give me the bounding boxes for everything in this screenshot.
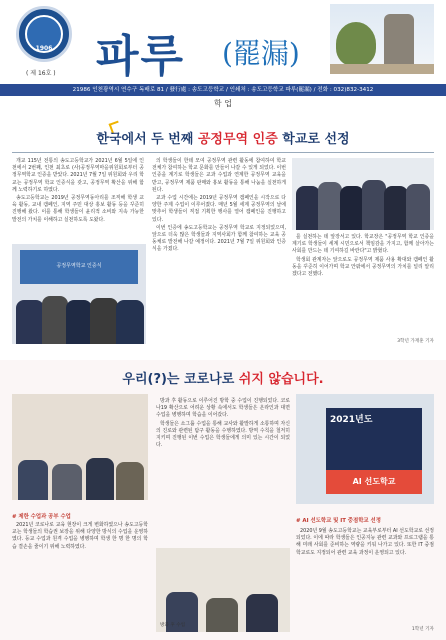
newspaper-title (96, 20, 316, 80)
person-figure (66, 300, 92, 344)
paragraph: 방과 후 활동으로 이루어진 방학 중 수업이 진행되었다. 코로나19 확산으로 어려운 상황 속에서도 학생들은 온라인과 대면 수업을 병행하며 학습을 이어갔다. (156, 398, 290, 419)
person-figure (206, 598, 238, 632)
article2-headline (0, 368, 446, 387)
person-figure (296, 186, 320, 230)
paragraph: 송도고등학교는 2019년 공정무역동아리를 조직해 학생 교육 활동, 교내 캠페인, 지역 주민 대상 홍보 활동 등을 꾸준히 진행해 왔다. 이를 통해 학생들이 윤리적 소비와 지속 가능한 발전의 가치를 이해하고 실천하도록 도왔다. (12, 195, 144, 223)
screen-text: 공정무역학교 인증식 (56, 263, 102, 269)
paragraph: 개교 115년 전통의 송도고등학교가 2021년 6월 5일에 인천에서 2번째, 인천 최초로 (사)공정무역마을위원회로부터 공정무역학교 인증을 받았다. 2021년 7월 7일 위원회와 우리 학교는 공정무역 학교 인증식을 갖고, 공정무역 확산을 위해 함께 노력하기로 하였다. (12, 158, 144, 193)
article1-headline (60, 128, 386, 147)
certification-ceremony-photo (12, 244, 146, 344)
sign-title: AI 선도학교 (326, 470, 422, 494)
article2-column-3 (296, 528, 434, 558)
school-monument-photo (330, 4, 434, 74)
person-figure (42, 296, 68, 344)
section-tag: 학 업 (214, 99, 232, 108)
person-figure (116, 462, 144, 500)
masthead (0, 0, 446, 108)
paragraph: 교과 수업 시간에는 2019년 공정무역 캠페인을 시작으로 다양한 주제 수업이 이루어졌다. 매년 5월 세계 공정무역의 날에 맞추어 학생들이 직접 기획한 행사를 열어 캠페인을 진행하고 있다. (152, 195, 286, 223)
person-figure (52, 464, 82, 500)
after-school-class-photo (156, 548, 290, 632)
person-figure (246, 594, 278, 632)
photo-label: 방과 후 수업 (160, 623, 186, 628)
classroom-photo (12, 394, 148, 500)
tree-shape (336, 22, 376, 66)
ai-school-sign (326, 408, 422, 494)
article2-subhead-left: # 제한 수업과 공부 수업 (12, 514, 71, 520)
publisher-info-bar: 21986 인천광역시 연수구 독배로 81 / 發行處 : 송도고등학교 / 인쇄처 : 송도고등학교 파루(罷漏) / 전화 : 032)832-3412 (0, 84, 446, 96)
person-figure (16, 300, 44, 344)
sign-year: 2021년도 (330, 415, 373, 425)
projection-screen (20, 250, 138, 284)
paragraph: 2021년 코로나로 교육 현장이 크게 변화하였으나 송도고등학교는 학생들의 학습권 보장을 위해 다양한 방식의 수업을 운영하였다. 등교 수업과 원격 수업을 병행하며 학생 한 명 한 명의 학습 결손을 줄이기 위해 노력하였다. (12, 522, 148, 550)
person-figure (18, 460, 48, 500)
article1-column-1 (12, 158, 144, 225)
ground (330, 64, 434, 74)
paragraph: 학생회 관계자는 앞으로도 공정무역 제품 사용 확대와 캠페인 활동을 꾸준히 이어가며 학교 안팎에서 공정무역의 가치를 널리 알리겠다고 전했다. (292, 256, 434, 278)
article2-byline: 1학년 기자 (411, 627, 434, 632)
person-figure (362, 180, 386, 230)
person-figure (86, 458, 114, 500)
person-figure (384, 186, 408, 230)
monument-stone (384, 14, 414, 66)
article2-subhead-right: # AI 선도학교 및 IT 중점학교 선정 (296, 518, 381, 524)
emblem-year: 1906 (35, 45, 53, 52)
divider (12, 152, 434, 153)
article2-column-1 (12, 522, 148, 552)
headline-part: 한국에서 두 번째 (96, 132, 198, 147)
article1-banner (60, 114, 386, 150)
person-figure (90, 298, 118, 344)
title-korean: 파루 (96, 31, 186, 82)
title-hanja: (罷漏) (222, 37, 300, 70)
headline-part: 학교로 선정 (277, 132, 350, 147)
issue-number: ( 제 16호 ) (26, 70, 56, 77)
article1-byline: 3학년 가재훈 기자 (397, 339, 434, 344)
paragraph: 2020년 9월 송도고등학교는 교육부로부터 AI 선도학교로 선정되었다. 이에 따라 학생들은 인공지능 관련 교과와 프로그램을 통해 미래 사회를 준비하는 역량을 키워 나가고 있다. 또한 IT 중점학교로도 지정되어 관련 교육 과정이 운영되고 있다. (296, 528, 434, 556)
paragraph: 학생들은 소그룹 수업을 통해 교사와 활발하게 소통하며 자신의 진로와 관련된 탐구 활동을 수행하였다. 방역 수칙을 철저히 지키며 진행된 이번 수업은 학생들에게 의미 있는 시간이 되었다. (156, 420, 290, 449)
paragraph: 를 실천하는 데 앞장서고 있다. 학교장은 "공정무역 학교 인증을 계기로 학생들이 세계 시민으로서 책임감을 가지고, 함께 살아가는 사회를 만드는 데 기여하길 바란다"고 밝혔다. (292, 234, 434, 255)
person-figure (318, 182, 342, 230)
person-figure (406, 184, 430, 230)
person-figure (116, 300, 144, 344)
headline-highlight: 공정무역 인증 (197, 132, 278, 147)
article1-column-3 (292, 234, 434, 279)
paragraph: 의 학생들이 한데 모여 공정무역 관련 활동에 참여하여 학교 전체가 참여하는 학교 문화를 만들어 나갈 수 있게 되었다. 이번 인증을 계기로 학생들은 교과 수업과 연계한 공정무역 교육을 받고, 공정무역 제품 판매와 홍보 활동을 통해 나눔을 실천하게 된다. (152, 158, 286, 193)
article2-column-2 (156, 398, 290, 450)
article1-column-2 (152, 158, 286, 255)
ai-school-sign-photo (296, 394, 434, 504)
paragraph: 이번 인증에 송도고등학교는 공정무역 학교로 지정되었으며, 앞으로 더욱 많은 학생들과 지역사회가 함께 참여하는 교육 공동체로 발전해 나갈 예정이다. 2021년 7월 7일 위원회와 인증식을 가졌다. (152, 224, 286, 253)
headline-highlight: 쉬지 않습니다. (238, 372, 324, 387)
group-photo (292, 158, 434, 230)
school-emblem (16, 6, 72, 62)
person-figure (340, 186, 364, 230)
headline-part: 우리(?)는 코로나로 (122, 372, 239, 387)
